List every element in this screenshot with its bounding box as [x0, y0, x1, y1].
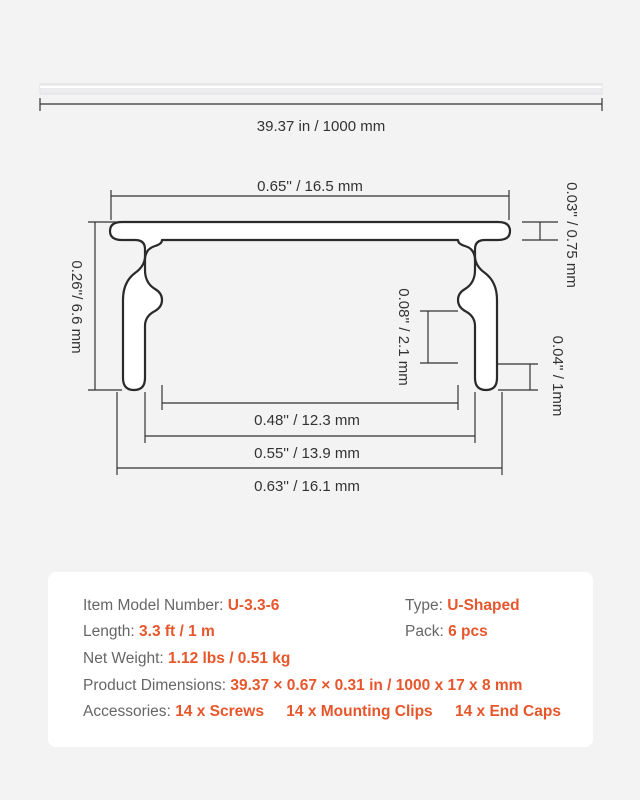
wall-thickness-label: 0.03'' / 0.75 mm	[563, 182, 580, 288]
outer-width-label: 0.63'' / 16.1 mm	[254, 478, 360, 495]
profile-side-view	[40, 84, 602, 94]
product-dimensions-row	[83, 677, 522, 695]
model-number-label: Item Model Number:	[83, 597, 224, 614]
specifications-card	[48, 572, 593, 747]
height-label: 0.26''/ 6.6 mm	[68, 260, 85, 354]
height-dimension	[68, 222, 122, 390]
outer-width-dimension	[117, 392, 502, 495]
top-width-label: 0.65'' / 16.5 mm	[257, 178, 363, 195]
groove-depth-dimension	[395, 288, 458, 385]
inner-width-dimension	[162, 385, 458, 429]
lip-label: 0.04'' / 1mm	[549, 335, 566, 417]
wall-thickness-dimension	[522, 182, 580, 288]
length-label: 39.37 in / 1000 mm	[256, 118, 386, 135]
net-weight-value: 1.12 lbs / 0.51 kg	[168, 650, 291, 667]
accessory-item: 14 x Screws	[175, 703, 264, 720]
groove-depth-label: 0.08'' / 2.1 mm	[395, 288, 412, 386]
type-row	[405, 597, 520, 615]
pack-row	[405, 623, 488, 641]
model-number-row	[83, 597, 279, 615]
length-row	[83, 623, 215, 641]
product-dimensions-label: Product Dimensions:	[83, 677, 227, 694]
length-dimension	[40, 98, 602, 135]
pack-value: 6 pcs	[448, 623, 488, 640]
type-value: U-Shaped	[447, 597, 520, 614]
type-label: Type:	[405, 597, 443, 614]
accessories-label: Accessories:	[83, 703, 171, 720]
net-weight-row	[83, 650, 290, 668]
net-weight-label: Net Weight:	[83, 650, 164, 667]
product-dimensions-value: 39.37 × 0.67 × 0.31 in / 1000 x 17 x 8 mm	[230, 677, 523, 694]
accessory-item: 14 x End Caps	[454, 703, 561, 720]
length-spec-label: Length:	[83, 623, 135, 640]
inner-width-label: 0.48'' / 12.3 mm	[254, 412, 360, 429]
profile-cross-section	[110, 222, 510, 390]
lip-dimension	[498, 336, 566, 417]
model-number-value: U-3.3-6	[227, 597, 280, 614]
top-width-dimension	[111, 178, 509, 220]
accessory-item: 14 x Mounting Clips	[286, 703, 433, 720]
accessories-row	[83, 703, 561, 721]
length-spec-value: 3.3 ft / 1 m	[139, 623, 215, 640]
pack-label: Pack:	[405, 623, 444, 640]
mid-width-label: 0.55'' / 13.9 mm	[254, 445, 360, 462]
